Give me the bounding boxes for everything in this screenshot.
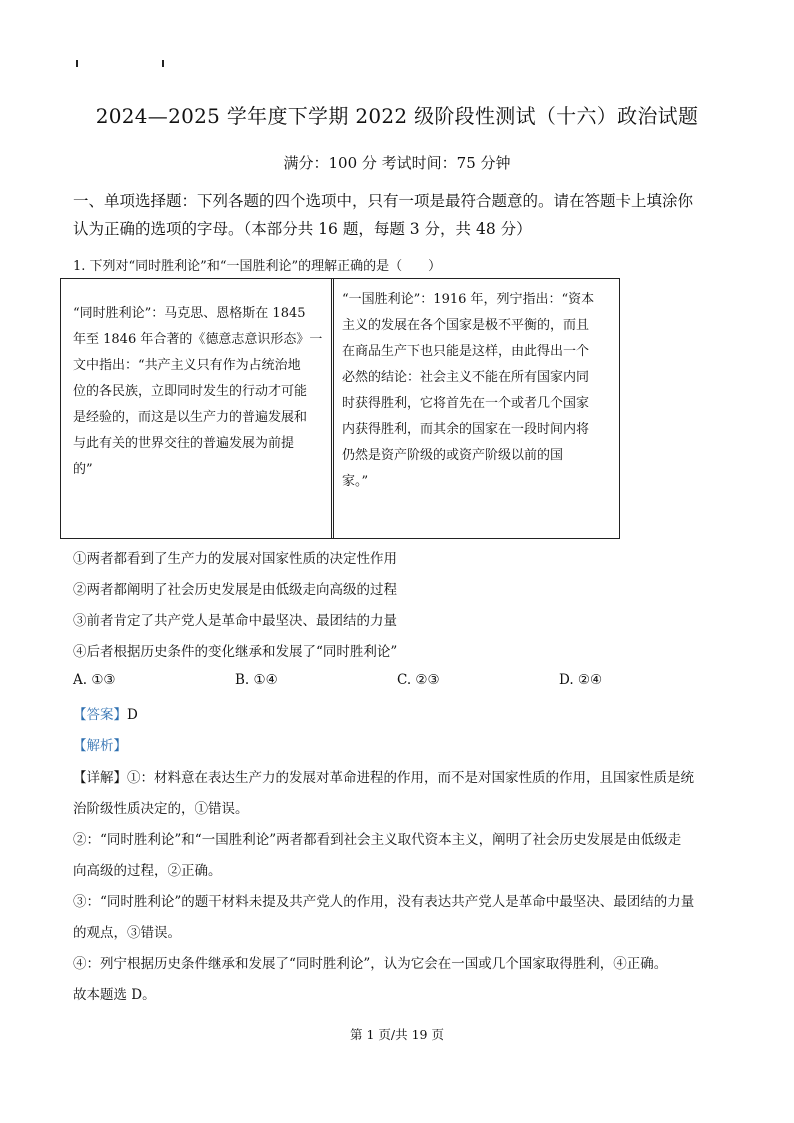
material-line: 在商品生产下也只能是这样，由此得出一个	[342, 344, 590, 359]
material-table	[60, 278, 620, 539]
material-line: 年至 1846 年合著的《德意志意识形态》一	[73, 332, 323, 347]
statement-list	[73, 544, 397, 668]
answer-label: 【答案】	[73, 707, 127, 723]
material-line: 家。”	[342, 474, 369, 489]
statement-item: ①两者都看到了生产力的发展对国家性质的决定性作用	[73, 551, 397, 567]
detail-line: 向高级的过程，②正确。	[73, 863, 222, 879]
detail-explanation	[73, 763, 728, 1011]
section-line: 认为正确的选项的字母。（本部分共 16 题，每题 3 分，共 48 分）	[73, 220, 532, 238]
choice-d: D. ②④	[559, 672, 603, 688]
detail-line: ②：“同时胜利论”和“一国胜利论”两者都看到社会主义取代资本主义，阐明了社会历史发展是由低级走	[73, 832, 682, 848]
exam-info: 满分：100 分 考试时间：75 分钟	[283, 154, 511, 172]
corner-mark-left	[76, 60, 78, 67]
question-stem: 1. 下列对“同时胜利论”和“一国胜利论”的理解正确的是（ ）	[73, 259, 442, 274]
material-line: 的”	[73, 462, 93, 477]
corner-mark-right	[162, 60, 164, 67]
material-line: 位的各民族，立即同时发生的行动才可能	[73, 384, 308, 399]
answer-line	[73, 703, 138, 723]
detail-line: ③：“同时胜利论”的题干材料未提及共产党人的作用，没有表达共产党人是革命中最坚决、最团结的力量	[73, 894, 695, 910]
detail-line: 【详解】①：材料意在表达生产力的发展对革命进程的作用，而不是对国家性质的作用，且国家性质是统	[73, 770, 694, 786]
answer-choices	[73, 672, 723, 688]
statement-item: ④后者根据历史条件的变化继承和发展了“同时胜利论”	[73, 644, 398, 660]
statement-item: ③前者肯定了共产党人是革命中最坚决、最团结的力量	[73, 613, 397, 629]
material-line: 与此有关的世界交往的普遍发展为前提	[73, 436, 295, 451]
material-line: 文中指出：“共产主义只有作为占统治地	[73, 358, 301, 373]
material-line: 仍然是资产阶级的或资产阶级以前的国	[342, 448, 564, 463]
material-line: 主义的发展在各个国家是极不平衡的，而且	[342, 318, 590, 333]
statement-item: ②两者都阐明了社会历史发展是由低级走向高级的过程	[73, 582, 397, 598]
material-line: 内获得胜利，而其余的国家在一段时间内将	[342, 422, 590, 437]
material-line: 时获得胜利，它将首先在一个或者几个国家	[342, 396, 590, 411]
material-line: “一国胜利论”：1916 年，列宁指出：“资本	[342, 292, 595, 307]
choice-c: C. ②③	[397, 672, 440, 688]
answer-value: D	[127, 707, 138, 723]
choice-a: A. ①③	[73, 672, 116, 688]
material-line: 是经验的，而这是以生产力的普遍发展和	[73, 410, 308, 425]
material-right-cell	[334, 279, 619, 538]
page-title: 2024—2025 学年度下学期 2022 级阶段性测试（十六）政治试题	[95, 104, 699, 128]
detail-line: 治阶级性质决定的，①错误。	[73, 801, 249, 817]
detail-line: 故本题选 D。	[73, 987, 156, 1003]
choice-b: B. ①④	[235, 672, 278, 688]
analysis-label: 【解析】	[73, 738, 127, 754]
analysis-line	[73, 734, 127, 754]
detail-line: 的观点，③错误。	[73, 925, 181, 941]
material-line: “同时胜利论”：马克思、恩格斯在 1845	[73, 306, 306, 321]
page-number: 第 1 页/共 19 页	[350, 1027, 444, 1042]
section-instructions	[73, 187, 723, 243]
detail-line: ④：列宁根据历史条件继承和发展了“同时胜利论”，认为它会在一国或几个国家取得胜利，④正确。	[73, 956, 668, 972]
material-left-cell	[61, 279, 334, 538]
section-line: 一、单项选择题：下列各题的四个选项中，只有一项是最符合题意的。请在答题卡上填涂你	[73, 192, 694, 210]
material-line: 必然的结论：社会主义不能在所有国家内同	[342, 370, 590, 385]
